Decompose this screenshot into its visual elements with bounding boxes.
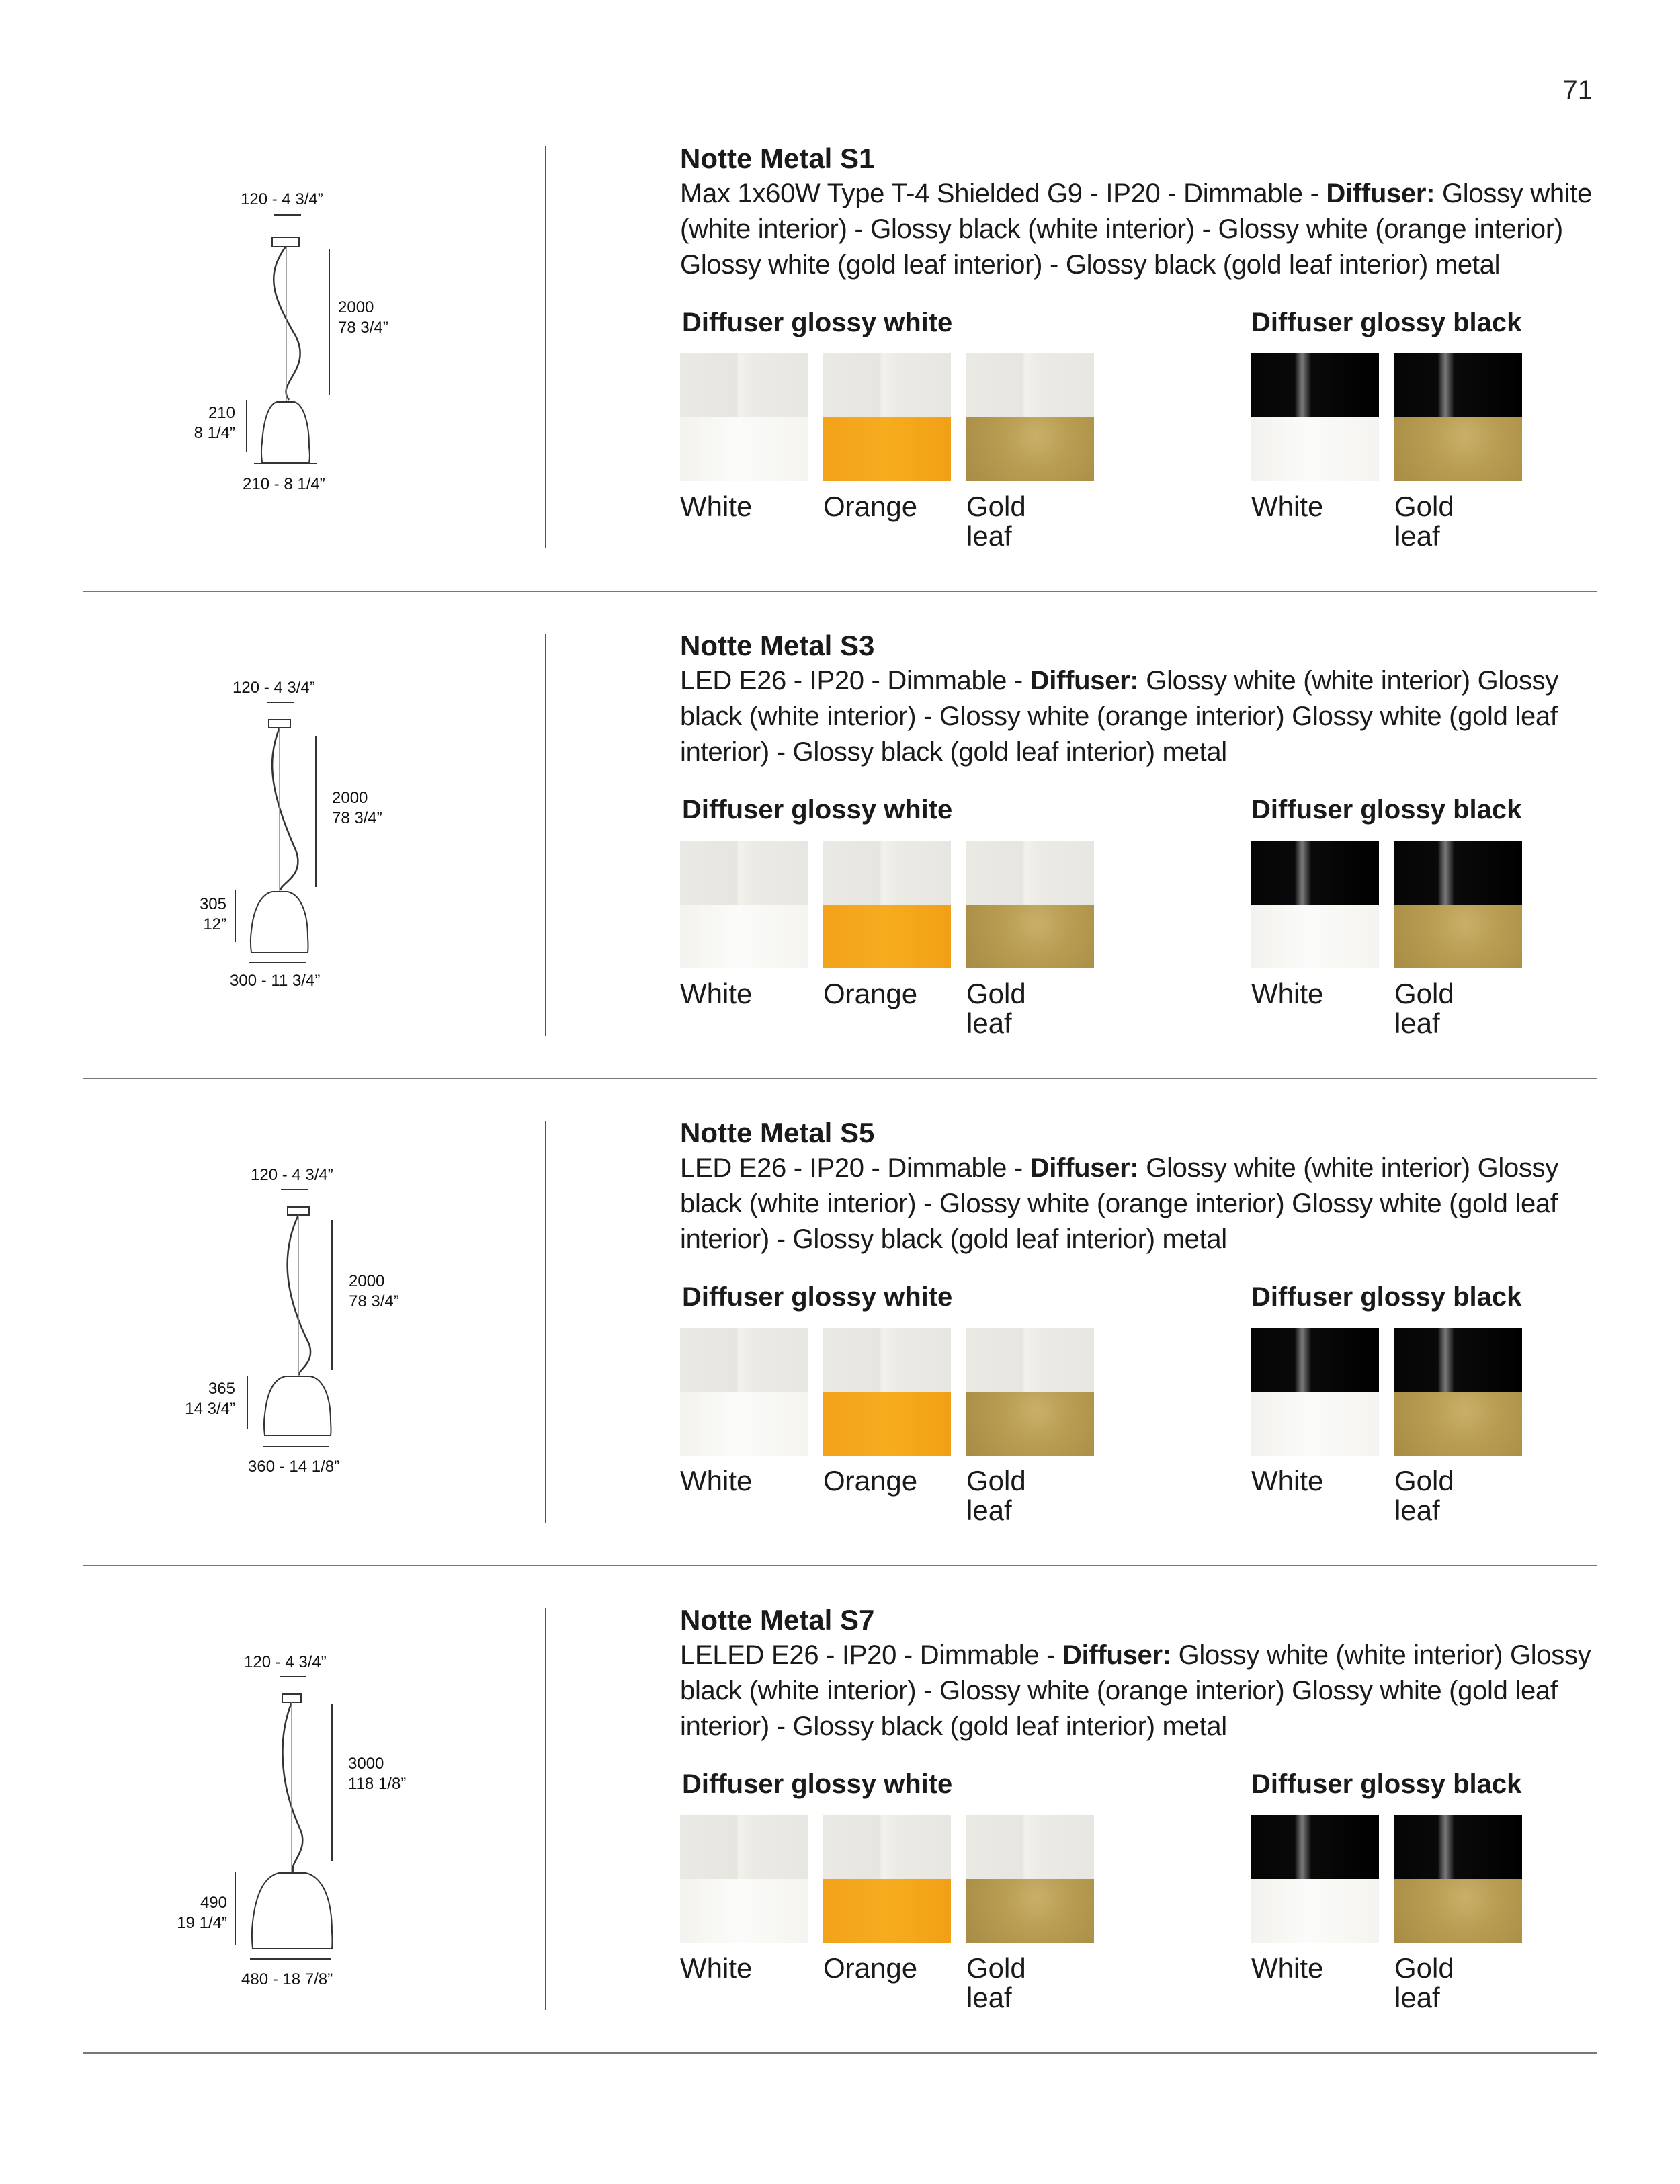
product-info <box>680 1116 1607 1257</box>
height-in: 12” <box>203 915 226 933</box>
product-info <box>680 141 1607 283</box>
product-info <box>680 1603 1607 1745</box>
label-gold-leaf: Gold leaf <box>1394 978 1454 1039</box>
swatch-black-gold <box>1394 841 1522 968</box>
swatch-black-gold <box>1394 353 1522 481</box>
group-heading-black: Diffuser glossy black <box>1251 1282 1522 1312</box>
swatch-white-gold <box>966 841 1094 968</box>
product-title: Notte Metal S7 <box>680 1604 875 1636</box>
swatch-white-white <box>680 841 808 968</box>
vertical-divider <box>545 146 546 548</box>
canopy-dimension: 120 - 4 3/4” <box>233 679 315 697</box>
product-section-s5 <box>0 1116 1680 1603</box>
cable-length-in: 78 3/4” <box>338 319 388 337</box>
group-heading-white: Diffuser glossy white <box>682 1282 953 1312</box>
label-white: White <box>680 491 753 522</box>
swatch-black-white <box>1251 841 1379 968</box>
product-section-s3 <box>0 628 1680 1116</box>
product-description: LELED E26 - IP20 - Dimmable - Diffuser: Glossy white (white interior) Glossy black (white interior) - Glossy white (orange interior) Glossy white (gold leaf interior) - Glossy black (gold leaf interior) metal <box>680 1640 1591 1741</box>
horizontal-divider <box>83 2052 1597 2054</box>
label-gold-leaf: Gold leaf <box>1394 491 1454 552</box>
vertical-divider <box>545 1608 546 2010</box>
swatch-white-orange <box>823 841 951 968</box>
group-heading-white: Diffuser glossy white <box>682 795 953 825</box>
product-section-s1 <box>0 141 1680 628</box>
product-info <box>680 628 1607 770</box>
height-mm: 305 <box>199 895 226 913</box>
height-mm: 210 <box>208 404 235 422</box>
label-gold-leaf: Gold leaf <box>966 491 1026 552</box>
height-in: 14 3/4” <box>185 1400 235 1418</box>
label-white: White <box>1251 491 1324 522</box>
cable-length-mm: 3000 <box>348 1755 384 1773</box>
height-mm: 490 <box>200 1894 227 1912</box>
label-gold-leaf: Gold leaf <box>1394 1465 1454 1526</box>
cable-length-in: 78 3/4” <box>332 809 382 827</box>
height-mm: 365 <box>208 1380 235 1398</box>
canopy-dimension: 120 - 4 3/4” <box>241 190 323 208</box>
cable-length-mm: 2000 <box>349 1272 385 1290</box>
swatch-black-gold <box>1394 1815 1522 1943</box>
canopy-dimension: 120 - 4 3/4” <box>251 1166 333 1184</box>
product-description: Max 1x60W Type T-4 Shielded G9 - IP20 - Dimmable - Diffuser: Glossy white (white interior) - Glossy black (white interior) - Glossy white (orange interior) Glossy white (gold leaf interior) - Glossy black (gold leaf interior) metal <box>680 179 1593 280</box>
height-in: 8 1/4” <box>194 424 235 442</box>
label-white: White <box>1251 1465 1324 1497</box>
cable-length-mm: 2000 <box>332 789 368 807</box>
cable-length-mm: 2000 <box>338 298 374 317</box>
product-description: LED E26 - IP20 - Dimmable - Diffuser: Glossy white (white interior) Glossy black (white interior) - Glossy white (orange interior) Glossy white (gold leaf interior) - Glossy black (gold leaf interior) metal <box>680 1153 1559 1254</box>
swatch-white-gold <box>966 1328 1094 1456</box>
width-dimension: 300 - 11 3/4” <box>230 972 321 990</box>
horizontal-divider <box>83 1078 1597 1079</box>
page-number: 71 <box>1562 75 1593 105</box>
swatch-white-gold <box>966 353 1094 481</box>
vertical-divider <box>545 634 546 1036</box>
label-white: White <box>1251 1952 1324 1984</box>
vertical-divider <box>545 1121 546 1523</box>
width-dimension: 360 - 14 1/8” <box>248 1458 340 1476</box>
swatch-black-gold <box>1394 1328 1522 1456</box>
label-orange: Orange <box>823 978 918 1009</box>
swatch-white-orange <box>823 353 951 481</box>
group-heading-black: Diffuser glossy black <box>1251 795 1522 825</box>
label-gold-leaf: Gold leaf <box>966 978 1026 1039</box>
group-heading-white: Diffuser glossy white <box>682 308 953 337</box>
label-white: White <box>680 1952 753 1984</box>
product-drawing <box>0 141 545 585</box>
swatch-white-white <box>680 353 808 481</box>
label-white: White <box>680 978 753 1009</box>
label-gold-leaf: Gold leaf <box>966 1952 1026 2013</box>
group-heading-black: Diffuser glossy black <box>1251 1769 1522 1799</box>
label-orange: Orange <box>823 1952 918 1984</box>
product-title: Notte Metal S1 <box>680 142 875 174</box>
horizontal-divider <box>83 591 1597 592</box>
swatch-black-white <box>1251 1328 1379 1456</box>
label-gold-leaf: Gold leaf <box>1394 1952 1454 2013</box>
product-title: Notte Metal S3 <box>680 630 875 661</box>
label-white: White <box>1251 978 1324 1009</box>
product-description: LED E26 - IP20 - Dimmable - Diffuser: Glossy white (white interior) Glossy black (white interior) - Glossy white (orange interior) Glossy white (gold leaf interior) - Glossy black (gold leaf interior) metal <box>680 666 1559 767</box>
product-drawing <box>0 1116 545 1559</box>
swatch-white-white <box>680 1815 808 1943</box>
width-dimension: 480 - 18 7/8” <box>241 1970 333 1988</box>
swatch-white-gold <box>966 1815 1094 1943</box>
horizontal-divider <box>83 1565 1597 1566</box>
swatch-white-orange <box>823 1815 951 1943</box>
cable-length-in: 118 1/8” <box>348 1775 407 1793</box>
group-heading-black: Diffuser glossy black <box>1251 308 1522 337</box>
swatch-white-white <box>680 1328 808 1456</box>
swatch-black-white <box>1251 1815 1379 1943</box>
label-orange: Orange <box>823 491 918 522</box>
group-heading-white: Diffuser glossy white <box>682 1769 953 1799</box>
label-gold-leaf: Gold leaf <box>966 1465 1026 1526</box>
product-drawing <box>0 628 545 1072</box>
width-dimension: 210 - 8 1/4” <box>243 475 325 493</box>
product-drawing <box>0 1603 545 2046</box>
label-orange: Orange <box>823 1465 918 1497</box>
swatch-white-orange <box>823 1328 951 1456</box>
cable-length-in: 78 3/4” <box>349 1292 399 1310</box>
label-white: White <box>680 1465 753 1497</box>
swatch-black-white <box>1251 353 1379 481</box>
height-in: 19 1/4” <box>177 1914 227 1932</box>
product-section-s7 <box>0 1603 1680 2090</box>
canopy-dimension: 120 - 4 3/4” <box>244 1653 327 1671</box>
product-title: Notte Metal S5 <box>680 1117 875 1148</box>
